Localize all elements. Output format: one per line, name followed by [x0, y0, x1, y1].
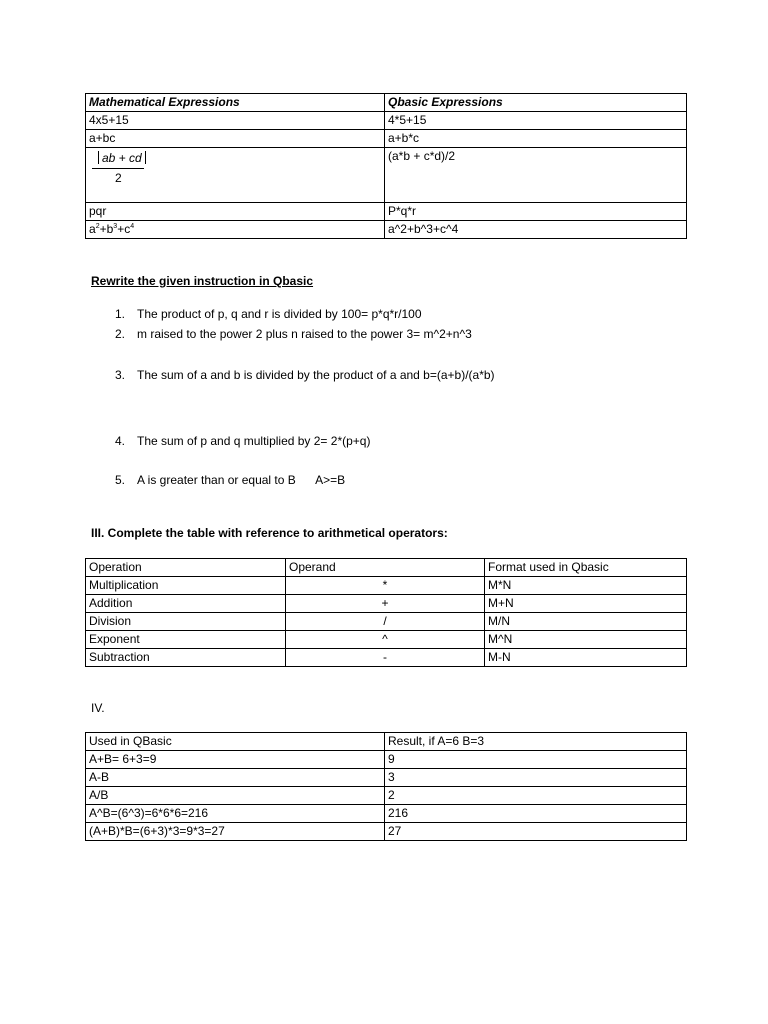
- list-number: 1.: [115, 307, 126, 321]
- result-cell: 9: [385, 751, 687, 769]
- operation-cell: Exponent: [86, 631, 286, 649]
- column-header: Operation: [86, 559, 286, 577]
- term: +c: [117, 222, 131, 236]
- numerator-text: ab + cd: [102, 151, 142, 165]
- list-text: The sum of a and b is divided by the product of a and b=(a+b)/(a*b): [137, 368, 495, 382]
- section-heading: Rewrite the given instruction in Qbasic: [91, 274, 314, 288]
- column-header: Mathematical Expressions: [86, 94, 385, 112]
- fraction-line: [92, 168, 144, 169]
- table-row: [86, 221, 687, 239]
- term: +b: [99, 222, 114, 236]
- exponent: 4: [130, 223, 135, 230]
- math-expression: 4x5+15: [86, 112, 385, 130]
- operation-cell: Addition: [86, 595, 286, 613]
- expression-cell: A+B= 6+3=9: [86, 751, 385, 769]
- table-row: [86, 130, 687, 148]
- exponent: 3: [113, 223, 118, 230]
- column-header: Operand: [286, 559, 485, 577]
- term: a: [89, 222, 96, 236]
- operand-cell: *: [286, 577, 485, 595]
- table-row: [86, 613, 687, 631]
- table-header-row: [86, 94, 687, 112]
- math-expression: a+bc: [86, 130, 385, 148]
- format-cell: M^N: [485, 631, 687, 649]
- table-row: [86, 649, 687, 667]
- table-row: [86, 787, 687, 805]
- column-header: Used in QBasic: [86, 733, 385, 751]
- format-cell: M/N: [485, 613, 687, 631]
- expression-cell: A-B: [86, 769, 385, 787]
- list-text: The product of p, q and r is divided by 100= p*q*r/100: [137, 307, 422, 321]
- table-row: [86, 148, 687, 203]
- table-header-row: [86, 559, 687, 577]
- operand-cell: /: [286, 613, 485, 631]
- result-cell: 27: [385, 823, 687, 841]
- list-text: A is greater than or equal to B A>=B: [137, 473, 346, 487]
- operand-cell: +: [286, 595, 485, 613]
- list-number: 5.: [115, 473, 126, 487]
- list-number: 2.: [115, 327, 126, 341]
- math-expression-powers: [86, 221, 385, 239]
- operation-cell: Multiplication: [86, 577, 286, 595]
- column-header: Result, if A=6 B=3: [385, 733, 687, 751]
- table-row: [86, 203, 687, 221]
- expression-cell: (A+B)*B=(6+3)*3=9*3=27: [86, 823, 385, 841]
- qbasic-expression: a+b*c: [385, 130, 687, 148]
- table-row: [86, 577, 687, 595]
- expressions-table: [85, 93, 687, 239]
- math-fraction-cell: [86, 148, 385, 203]
- results-table: [85, 732, 687, 841]
- math-fraction: [89, 148, 381, 200]
- list-text: The sum of p and q multiplied by 2= 2*(p+q): [137, 434, 371, 448]
- expression-cell: A^B=(6^3)=6*6*6=216: [86, 805, 385, 823]
- operation-cell: Division: [86, 613, 286, 631]
- expression-cell: A/B: [86, 787, 385, 805]
- qbasic-expression: a^2+b^3+c^4: [385, 221, 687, 239]
- operators-table: [85, 558, 687, 667]
- abs-bar-right: [145, 151, 146, 164]
- section-heading: III. Complete the table with reference to arithmetical operators:: [91, 526, 448, 540]
- column-header: Qbasic Expressions: [385, 94, 687, 112]
- list-text: m raised to the power 2 plus n raised to the power 3= m^2+n^3: [137, 327, 472, 341]
- result-cell: 3: [385, 769, 687, 787]
- table-row: [86, 631, 687, 649]
- format-cell: M-N: [485, 649, 687, 667]
- fraction-denominator: 2: [115, 171, 122, 185]
- table-row: [86, 805, 687, 823]
- operand-cell: ^: [286, 631, 485, 649]
- format-cell: M+N: [485, 595, 687, 613]
- table-row: [86, 112, 687, 130]
- exponent: 2: [95, 223, 100, 230]
- list-number: 3.: [115, 368, 126, 382]
- format-cell: M*N: [485, 577, 687, 595]
- qbasic-expression: P*q*r: [385, 203, 687, 221]
- abs-bar-left: [98, 151, 99, 164]
- qbasic-expression: 4*5+15: [385, 112, 687, 130]
- table-row: [86, 769, 687, 787]
- section-heading: IV.: [91, 701, 105, 715]
- math-expression: pqr: [86, 203, 385, 221]
- column-header: Format used in Qbasic: [485, 559, 687, 577]
- table-row: [86, 751, 687, 769]
- fraction-numerator: [95, 150, 149, 166]
- list-number: 4.: [115, 434, 126, 448]
- table-header-row: [86, 733, 687, 751]
- table-row: [86, 823, 687, 841]
- result-cell: 2: [385, 787, 687, 805]
- operand-cell: -: [286, 649, 485, 667]
- result-cell: 216: [385, 805, 687, 823]
- table-row: [86, 595, 687, 613]
- qbasic-expression: (a*b + c*d)/2: [385, 148, 687, 203]
- operation-cell: Subtraction: [86, 649, 286, 667]
